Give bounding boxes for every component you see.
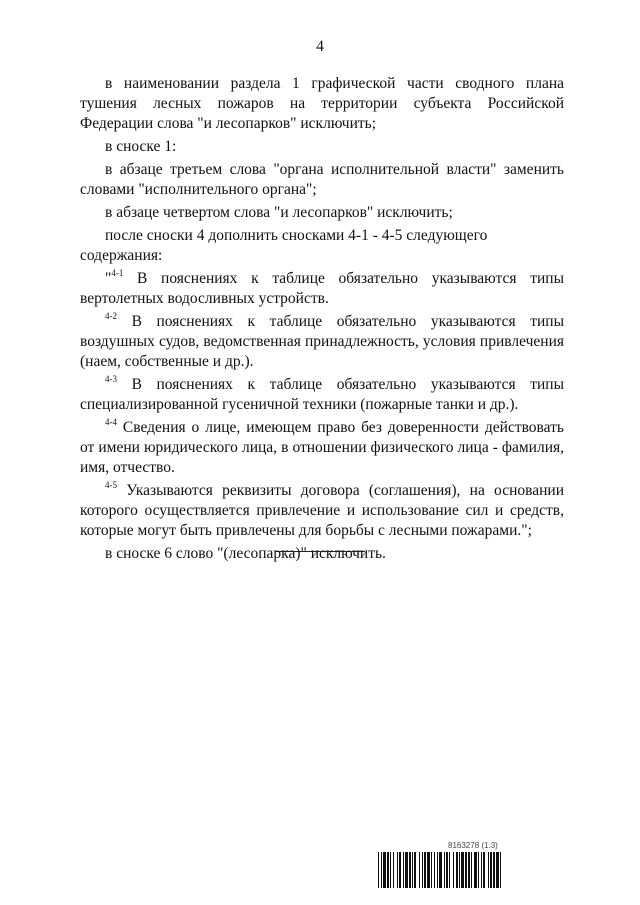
footnote-4-5 — [80, 481, 564, 541]
footnote-text-4-5: Указываются реквизиты договора (соглашения), на основании которого осуществляется привлечение и использование сил и средств, которые могут быть привлечены для борьбы с лесными пожарами."; — [80, 482, 564, 539]
footnote-mark-4-2: 4-2 — [105, 310, 117, 321]
footnote-mark-4-5: 4-5 — [105, 479, 117, 490]
page-number: 4 — [316, 38, 324, 55]
footnote-mark-4-3: 4-3 — [105, 373, 117, 384]
footnote-text-4-4: Сведения о лице, имеющем право без доверенности действовать от имени юридического лица, в отношении физического лица - фамилия, имя, отчество. — [80, 419, 564, 476]
paragraph-footnote-6: в сноске 6 слово "(лесопарка)" исключить. — [105, 545, 386, 562]
footnote-text-4-2: В пояснениях к таблице обязательно указываются типы воздушных судов, ведомственная принадлежность, условия привлечения (наем, собственные и др.). — [80, 313, 564, 370]
paragraph-add-footnotes: после сноски 4 дополнить сносками 4-1 - 4-5 следующего содержания: — [80, 227, 488, 264]
barcode-block — [378, 841, 590, 891]
paragraph-third-abzac: в абзаце третьем слова "органа исполнительной власти" заменить словами "исполнительного органа"; — [80, 161, 564, 198]
footnote-text-4-1: В пояснениях к таблице обязательно указываются типы вертолетных водосливных устройств. — [80, 270, 564, 307]
footnote-4-3 — [80, 375, 564, 415]
paragraph-fourth-abzac: в абзаце четвертом слова "и лесопарков" исключить; — [105, 204, 453, 221]
paragraph-footnote-1-intro: в сноске 1: — [105, 138, 177, 155]
barcode-icon — [378, 852, 590, 888]
footnote-mark-4-4: 4-4 — [105, 416, 117, 427]
footnote-4-4 — [80, 418, 564, 478]
document-body — [80, 74, 564, 567]
footnote-mark-4-1: 4-1 — [111, 267, 124, 278]
footnote-4-2 — [80, 312, 564, 372]
paragraph-section-1-title: в наименовании раздела 1 графической части сводного плана тушения лесных пожаров на территории субъекта Российской Федерации слова "и лесопарков" исключить; — [80, 75, 564, 132]
footnote-text-4-3: В пояснениях к таблице обязательно указываются типы специализированной гусеничной техники (пожарные танки и др.). — [80, 376, 564, 413]
end-divider — [275, 551, 365, 552]
opening-quote: " — [105, 270, 112, 287]
barcode-number: 8163278 (1.3) — [448, 841, 498, 850]
footnote-4-1 — [80, 269, 564, 309]
